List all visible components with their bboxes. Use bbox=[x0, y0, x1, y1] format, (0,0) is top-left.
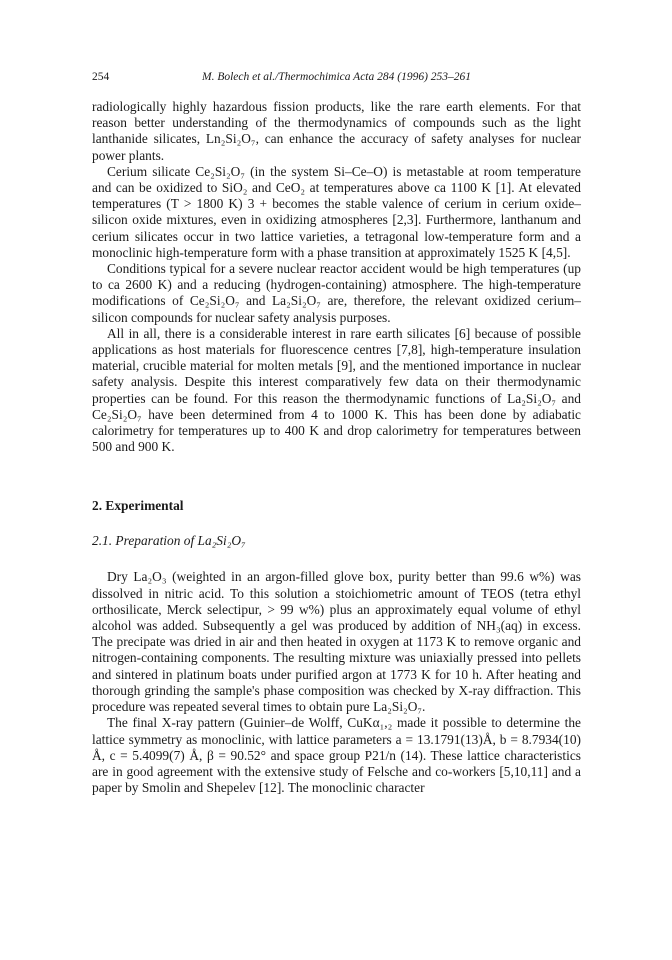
body-text bbox=[92, 99, 581, 796]
paragraph: Conditions typical for a severe nuclear reactor accident would be high temperatures (up to ca 2600 K) and a reducing (hydrogen-containing) atmosphere. The high-temperature modifications of Ce₂Si₂O₇ and La₂Si₂O₇ are, therefore, the relevant oxidized cerium–silicon compounds for nuclear safety analysis purposes. bbox=[92, 261, 581, 325]
paragraph: Cerium silicate Ce₂Si₂O₇ (in the system Si–Ce–O) is metastable at room temperature and can be oxidized to SiO₂ and CeO₂ at temperatures above ca 1100 K [1]. At elevated temperatures (T > 1800 K) 3 + becomes the stable valence of cerium in cerium oxide–silicon oxide mixtures, even in oxidizing atmospheres [2,3]. Furthermore, lanthanum and cerium silicates occur in two lattice varieties, a tetragonal low-temperature form and a monoclinic high-temperature form with a phase transition at approximately 1525 K [4,5]. bbox=[92, 163, 581, 260]
paragraph: radiologically highly hazardous fission products, like the rare earth elements. For that reason better understanding of the thermodynamics of compounds such as the light lanthanide silicates, Ln₂Si₂O₇, can enhance the accuracy of safety analyses for nuclear power plants. bbox=[92, 99, 581, 163]
page-header bbox=[92, 71, 581, 87]
paragraph: The final X-ray pattern (Guinier–de Wolff, CuKα₁,₂ made it possible to determine the lattice symmetry as monoclinic, with lattice parameters a = 13.1791(13)Å, b = 8.7934(10) Å, c = 5.4099(7) Å, β = 90.52° and space group P21/n (14). These lattice characteristics are in good agreement with the extensive study of Felsche and co-workers [5,10,11] and a paper by Smolin and Shepelev [12]. The monoclinic character bbox=[92, 715, 581, 796]
paragraph: All in all, there is a considerable interest in rare earth silicates [6] because of possible applications as host materials for fluorescence centres [7,8], high-temperature insulation material, crucible material for molten metals [9], and the mentioned importance in nuclear safety analysis. Despite this interest comparatively few data on their thermodynamic properties can be found. For this reason the thermodynamic functions of La₂Si₂O₇ and Ce₂Si₂O₇ have been determined from 4 to 1000 K. This has been done by adiabatic calorimetry for temperatures up to 400 K and drop calorimetry for temperatures between 500 and 900 K. bbox=[92, 325, 581, 455]
paragraph: Dry La₂O₃ (weighted in an argon-filled glove box, purity better than 99.6 w%) was dissolved in nitric acid. To this solution a stoichiometric amount of TEOS (tetra ethyl orthosilicate, Merck selectipur, > 99 w%) plus an approximately equal volume of ethyl alcohol was added. Subsequently a gel was produced by addition of NH₃(aq) in excess. The precipate was dried in air and then heated in oxygen at 1173 K to remove organic and nitrogen-containing components. The resulting mixture was uniaxially pressed into pellets and sintered in platinum boats under purified argon at 1773 K for 10 h. After heating and thorough grinding the sample's phase composition was checked by X-ray diffraction. This procedure was repeated several times to obtain pure La₂Si₂O₇. bbox=[92, 569, 581, 715]
section-heading: 2. Experimental bbox=[92, 498, 184, 514]
running-head: M. Bolech et al./Thermochimica Acta 284 (1996) 253–261 bbox=[202, 71, 472, 83]
subsection-heading: 2.1. Preparation of La₂Si₂O₇ bbox=[92, 533, 246, 549]
page-number: 254 bbox=[92, 71, 110, 83]
